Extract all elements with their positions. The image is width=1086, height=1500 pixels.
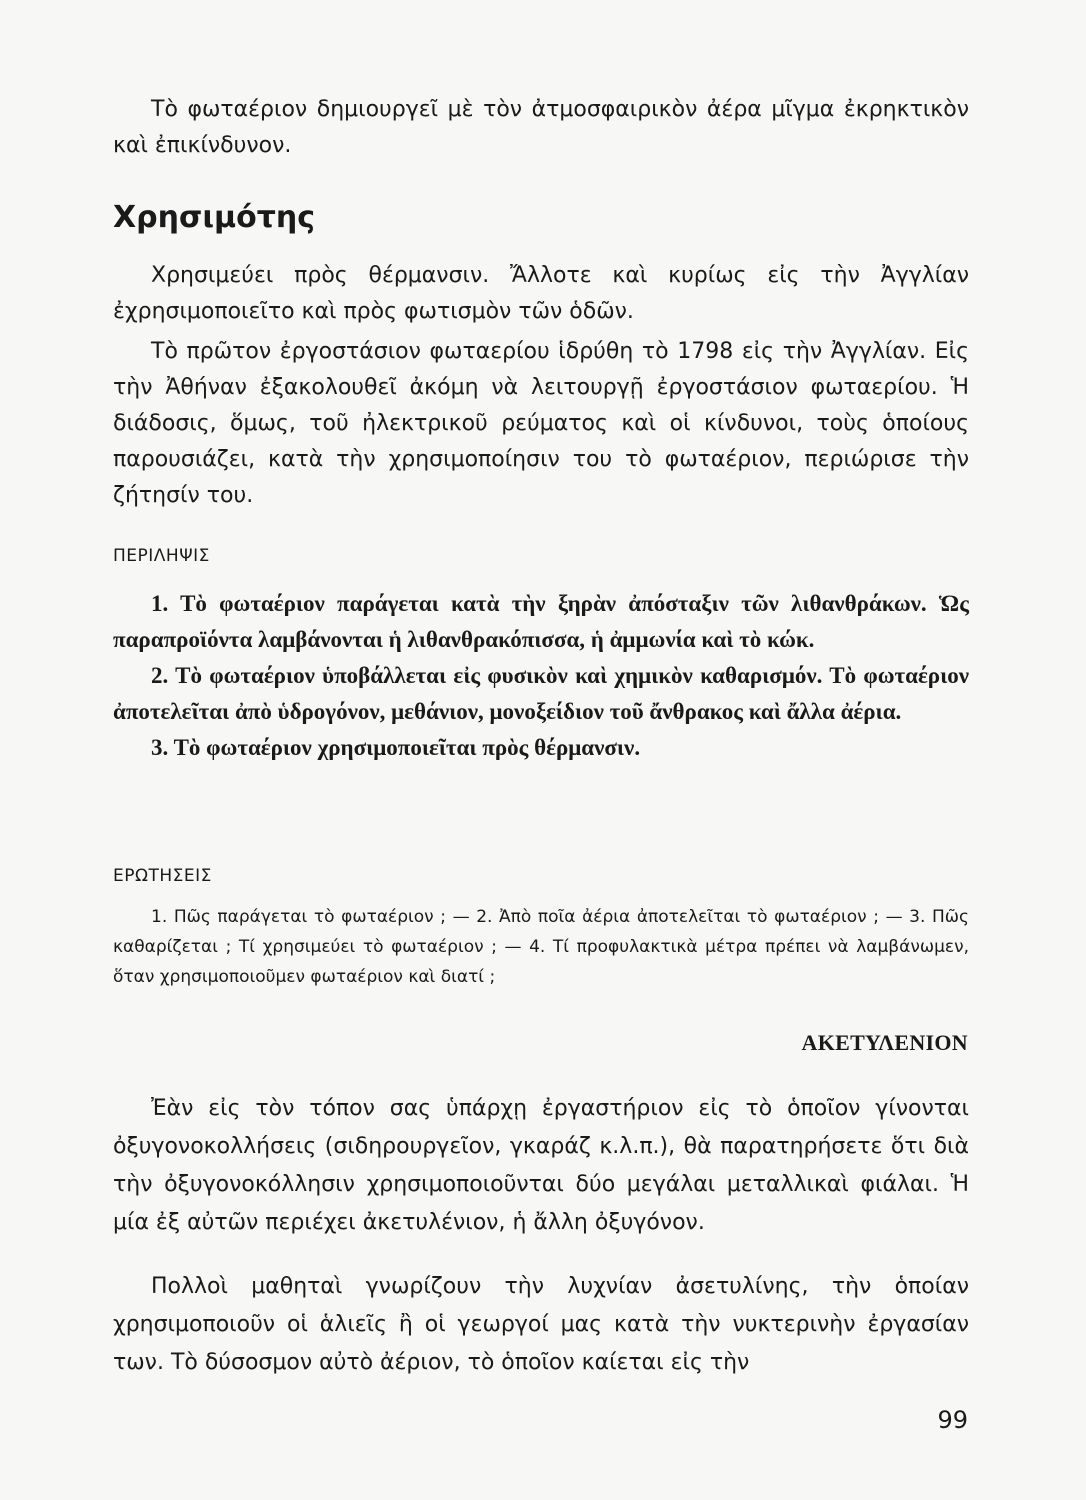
summary-list: [113, 586, 969, 766]
acetylene-paragraph-2: Πολλοὶ μαθηταὶ γνωρίζουν τὴν λυχνίαν ἀσετυλίνης, τὴν ὁποίαν χρησιμοποιοῦν οἱ ἁλιεῖς ἢ οἱ γεωργοί μας κατὰ τὴν νυκτερινὴν ἐργασίαν των. Τὸ δύσοσμον αὐτὸ ἀέριον, τὸ ὁποῖον καίεται εἰς τὴν: [113, 1274, 969, 1375]
section-heading-usage: Χρησιμότης: [113, 200, 315, 235]
summary-item: 2. Τὸ φωταέριον ὑποβάλλεται εἰς φυσικὸν καὶ χημικὸν καθαρισμόν. Τὸ φωταέριον ἀποτελεῖται ἀπὸ ὑδρογόνον, μεθάνιον, μονοξείδιον τοῦ ἄνθρακος καὶ ἄλλα ἀέρια.: [113, 663, 969, 724]
summary-item: 3. Τὸ φωταέριον χρησιμοποιεῖται πρὸς θέρμανσιν.: [151, 735, 641, 760]
usage-paragraph-2: Τὸ πρῶτον ἐργοστάσιον φωταερίου ἱδρύθη τὸ 1798 εἰς τὴν Ἀγγλίαν. Εἰς τὴν Ἀθήναν ἐξακολουθεῖ ἀκόμη νὰ λειτουργῇ ἐργοστάσιον φωταερίου. Ἡ διάδοσις, ὅμως, τοῦ ἠλεκτρικοῦ ρεύματος καὶ οἱ κίνδυνοι, τοὺς ὁποίους παρουσιάζει, κατὰ τὴν χρησιμοποίησιν του τὸ φωταέριον, περιώρισε τὴν ζήτησίν του.: [113, 339, 969, 508]
usage-paragraph-1: Χρησιμεύει πρὸς θέρμανσιν. Ἄλλοτε καὶ κυρίως εἰς τὴν Ἀγγλίαν ἐχρησιμοποιεῖτο καὶ πρὸς φωτισμὸν τῶν ὁδῶν.: [113, 263, 969, 324]
intro-paragraph: Τὸ φωταέριον δημιουργεῖ μὲ τὸν ἀτμοσφαιρικὸν ἀέρα μῖγμα ἐκρηκτικὸν καὶ ἐπικίνδυνον.: [113, 97, 969, 158]
summary-label: ΠΕΡΙΛΗΨΙΣ: [113, 546, 210, 566]
acetylene-paragraph-1: Ἐὰν εἰς τὸν τόπον σας ὑπάρχῃ ἐργαστήριον εἰς τὸ ὁποῖον γίνονται ὀξυγονοκολλήσεις (σιδηρουργεῖον, γκαράζ κ.λ.π.), θὰ παρατηρήσετε ὅτι διὰ τὴν ὀξυγονοκόλλησιν χρησιμοποιοῦνται δύο μεγάλαι μεταλλικαὶ φιάλαι. Ἡ μία ἐξ αὐτῶν περιέχει ἀκετυλένιον, ἡ ἄλλη ὀξυγόνον.: [113, 1096, 969, 1235]
questions-text: 1. Πῶς παράγεται τὸ φωταέριον ; — 2. Ἀπὸ ποῖα ἀέρια ἀποτελεῖται τὸ φωταέριον ; — 3. Πῶς καθαρίζεται ; Τί χρησιμεύει τὸ φωταέριον ; — 4. Τί προφυλακτικὰ μέτρα πρέπει νὰ λαμβάνωμεν, ὅταν χρησιμοποιοῦμεν φωταέριον καὶ διατί ;: [113, 907, 969, 987]
summary-item: 1. Τὸ φωταέριον παράγεται κατὰ τὴν ξηρὰν ἀπόσταξιν τῶν λιθανθράκων. Ὡς παραπροϊόντα λαμβάνονται ἡ λιθανθρακόπισσα, ἡ ἀμμωνία καὶ τὸ κώκ.: [113, 591, 969, 652]
page-number: 99: [937, 1406, 968, 1434]
questions-label: ΕΡΩΤΗΣΕΙΣ: [113, 866, 212, 886]
section-title-acetylene: ΑΚΕΤΥΛΕΝΙΟΝ: [801, 1030, 968, 1055]
